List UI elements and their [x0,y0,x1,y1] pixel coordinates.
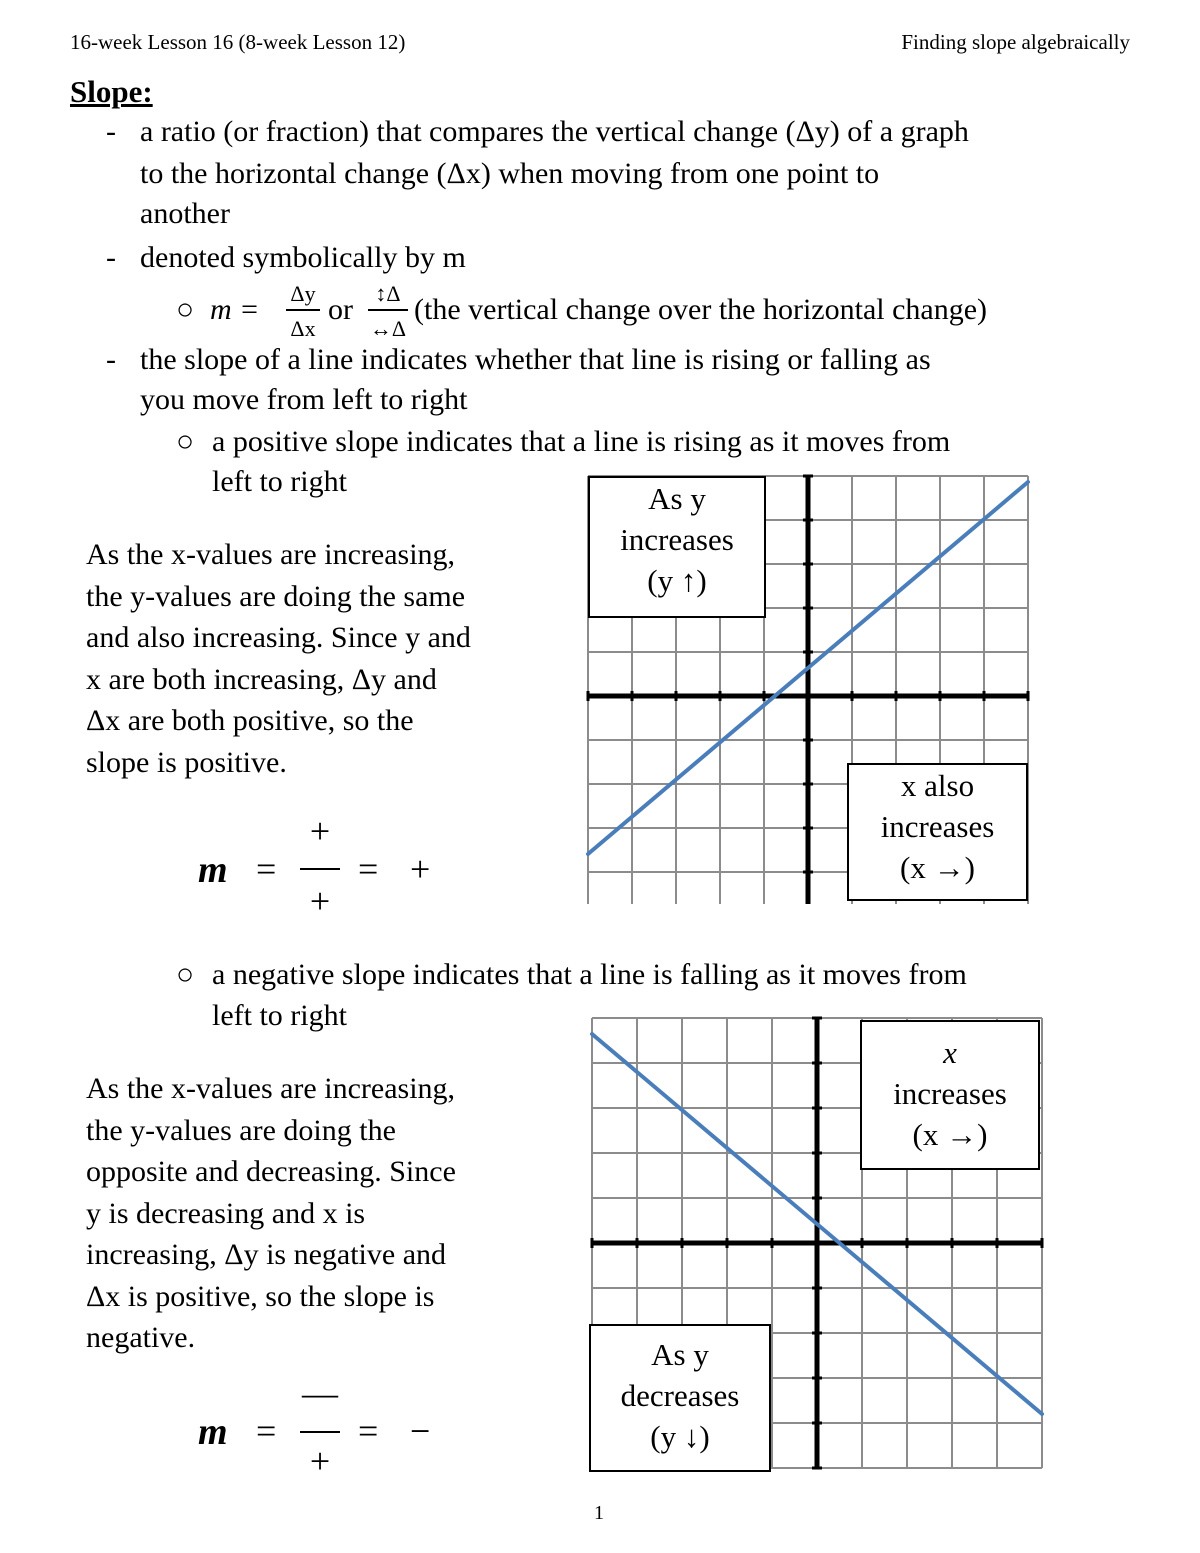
equation-m: m [198,849,228,891]
fraction-bar [300,868,340,870]
positive-explanation [86,534,556,783]
negative-explanation [86,1068,556,1359]
box-line: As y [648,481,706,516]
para-line: As the x-values are increasing, [86,538,456,571]
formula-num-2: ↕Δ [375,281,401,306]
box-line: (x →) [912,1117,988,1152]
box-line: (y ↑) [647,563,707,598]
negative-bullet-line-1: a negative slope indicates that a line is falling as it moves from [212,958,967,991]
equation-equals: = [358,1411,379,1451]
definition-line-1: a ratio (or fraction) that compares the vertical change (Δy) of a graph [140,115,969,148]
positive-bullet-line-1: a positive slope indicates that a line is rising as it moves from [212,425,951,458]
formula-m: m = [210,293,260,326]
formula-note: (the vertical change over the horizontal change) [414,293,988,326]
positive-bullet-line-2: left to right [212,465,347,498]
box-line: x also [900,768,975,803]
dash-marker: - [106,115,116,148]
equation-denominator: + [309,1441,331,1481]
header-topic: Finding slope algebraically [901,30,1130,54]
page-number: 1 [594,1502,604,1524]
box-line: (y ↓) [650,1419,710,1454]
definition-line-2: to the horizontal change (Δx) when moving from one point to [140,157,880,190]
para-line: increasing, Δy is negative and [86,1238,447,1271]
x-increases-label [860,1020,1040,1170]
bullet-marker: ○ [176,958,195,991]
definition-line-4: denoted symbolically by m [140,241,466,274]
para-line: slope is positive. [86,745,287,779]
box-line: increases [620,522,734,557]
box-line: x [943,1035,957,1070]
para-line: As the x-values are increasing, [86,1072,456,1105]
formula-den-1: Δx [290,316,316,341]
formula-den-2: ↔Δ [369,316,407,341]
box-line: As y [651,1337,709,1372]
definition-line-3: another [140,197,230,230]
para-line: opposite and decreasing. Since [86,1155,456,1188]
dash-marker: - [106,241,116,274]
para-line: y is decreasing and x is [86,1196,366,1230]
para-line: the y-values are doing the [86,1113,396,1147]
equation-numerator: + [309,811,331,851]
para-line: negative. [86,1321,196,1354]
equation-m: m [198,1411,228,1453]
equation-result: − [410,1411,431,1451]
fraction-bar [368,309,408,311]
box-line: decreases [620,1378,740,1413]
para-line: Δx are both positive, so the [86,704,414,737]
definition-line-6: you move from left to right [140,383,468,416]
y-decreases-label [589,1324,771,1472]
header-lesson: 16-week Lesson 16 (8-week Lesson 12) [70,30,406,54]
dash-marker: - [106,343,116,376]
y-increases-label [588,476,766,618]
formula-or: or [328,293,353,326]
page-title: Slope: [70,74,153,109]
bullet-marker: ○ [176,425,195,458]
para-line: the y-values are doing the same [86,579,466,613]
negative-bullet-line-2: left to right [212,999,347,1032]
equation-equals: = [256,849,277,889]
x-increases-label [847,763,1028,901]
box-line: increases [880,809,995,844]
definition-line-5: the slope of a line indicates whether that line is rising or falling as [140,343,931,376]
equation-equals: = [358,849,379,889]
para-line: Δx is positive, so the slope is [86,1279,435,1313]
fraction-bar [300,1431,340,1433]
equation-denominator: + [309,881,331,921]
para-line: x are both increasing, Δy and [86,662,437,696]
box-line: (x →) [900,850,975,885]
bullet-marker: ○ [176,293,195,326]
para-line: and also increasing. Since y and [86,621,471,654]
fraction-bar [286,309,320,311]
formula-num-1: Δy [290,281,316,306]
equation-equals: = [256,1411,277,1451]
equation-result: + [410,849,431,889]
equation-numerator: — [302,1373,338,1413]
box-line: increases [893,1076,1007,1111]
